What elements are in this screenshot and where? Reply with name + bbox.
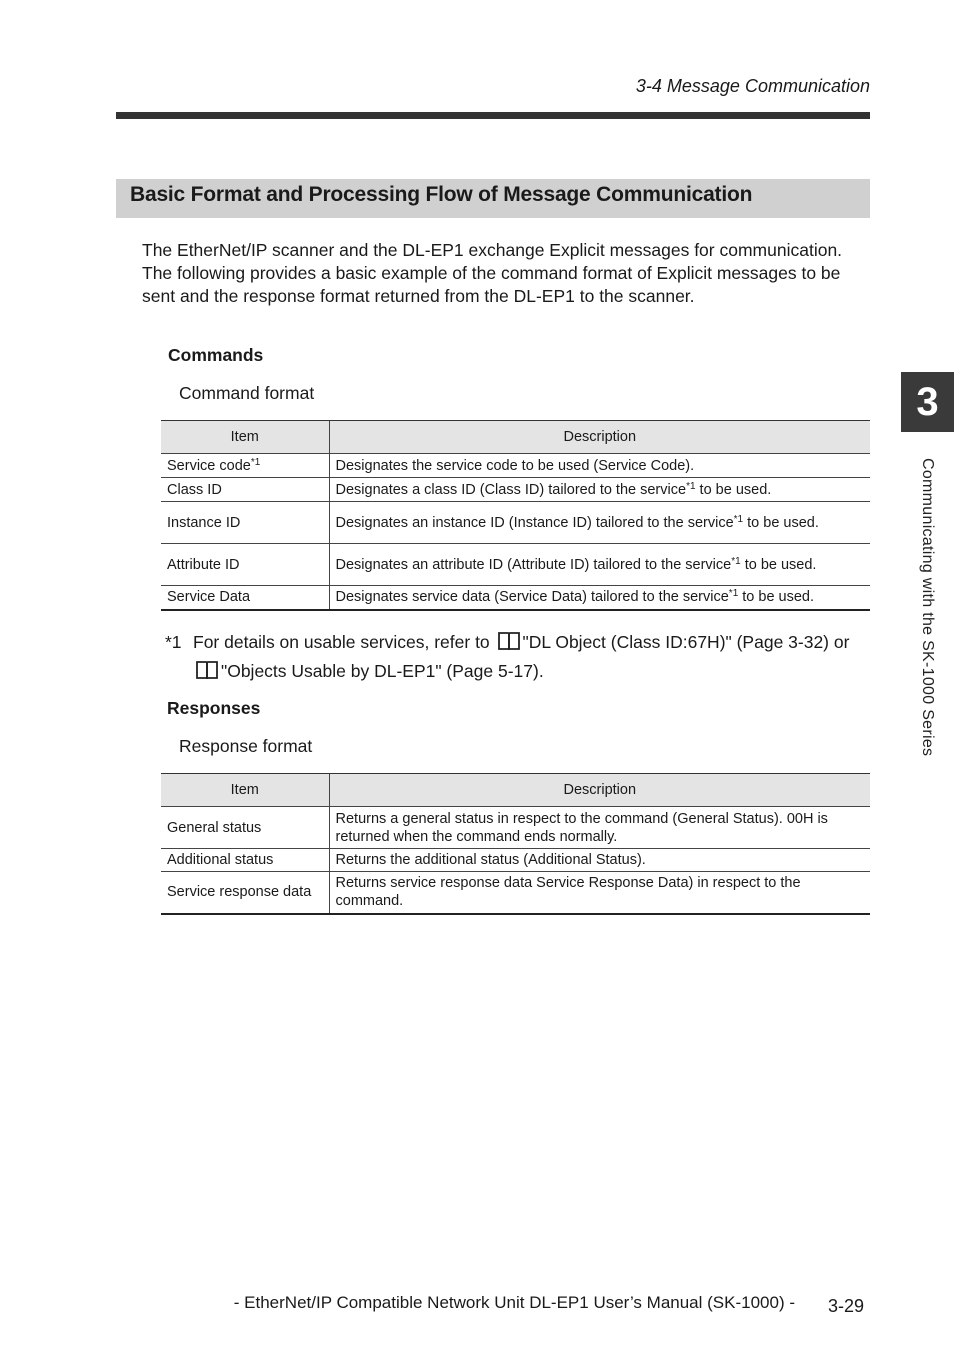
footnote-ref: *1 — [728, 588, 739, 600]
table-row — [161, 849, 870, 872]
table-row — [161, 586, 870, 610]
footnote-ref: *1 — [733, 513, 744, 525]
column-header-item: Item — [161, 421, 329, 454]
description-cell: Designates the service code to be used (Service Code). — [329, 454, 870, 478]
item-cell: Class ID — [161, 478, 329, 502]
footnote-mark: *1 — [165, 632, 182, 652]
reference-link-dl-object[interactable]: "DL Object (Class ID:67H)" (Page 3-32) or — [522, 632, 850, 652]
table-header-row — [161, 421, 870, 454]
item-cell: Service Data — [161, 586, 329, 610]
description-cell: Returns service response data Service Response Data) in respect to the command. — [329, 872, 870, 914]
description-cell: Returns a general status in respect to the command (General Status). 00H is returned when the command ends normally. — [329, 807, 870, 849]
footnote-ref: *1 — [250, 456, 261, 468]
description-cell: Returns the additional status (Additional Status). — [329, 849, 870, 872]
book-icon — [195, 659, 219, 681]
footer-manual-title: - EtherNet/IP Compatible Network Unit DL-EP1 User’s Manual (SK-1000) - — [233, 1293, 795, 1312]
item-cell: Service response data — [161, 872, 329, 914]
table-row — [161, 872, 870, 914]
item-cell: Instance ID — [161, 502, 329, 544]
column-header-description: Description — [329, 774, 870, 807]
header-rule — [116, 112, 870, 119]
reference-link-objects-usable[interactable]: "Objects Usable by DL-EP1" (Page 5-17). — [221, 661, 544, 681]
table-row — [161, 478, 870, 502]
chapter-side-title: Communicating with the SK-1000 Series — [919, 458, 936, 757]
table-header-row — [161, 774, 870, 807]
intro-paragraph: The EtherNet/IP scanner and the DL-EP1 exchange Explicit messages for communication. The following provides a basic example of the command format of Explicit messages to be sent and the response format returned from the DL-EP1 to the scanner. — [142, 240, 843, 306]
table-row — [161, 807, 870, 849]
commands-heading: Commands — [168, 345, 264, 365]
item-cell: Service code$^{*1}$ — [161, 454, 329, 478]
description-cell: Designates service data (Service Data) tailored to the service$^{*1}$ to be used. — [329, 586, 870, 610]
item-cell: Attribute ID — [161, 544, 329, 586]
description-cell: Designates an attribute ID (Attribute ID) tailored to the service$^{*1}$ to be used. — [329, 544, 870, 586]
description-cell: Designates a class ID (Class ID) tailored to the service$^{*1}$ to be used. — [329, 478, 870, 502]
response-format-table — [161, 773, 870, 915]
command-format-subheading: Command format — [179, 383, 315, 403]
running-head: 3-4 Message Communication — [635, 76, 870, 96]
item-cell: Additional status — [161, 849, 329, 872]
footnote-ref: *1 — [686, 480, 696, 492]
chapter-tab: 3 — [901, 372, 954, 432]
footnote-text: For details on usable services, refer to "DL Object (Class ID:67H)" (Page 3-32) or "Objects Usable by DL-EP1" (Page 5-17). — [193, 632, 850, 681]
section-title-bar — [116, 179, 870, 218]
footnote — [165, 628, 870, 686]
response-format-subheading: Response format — [179, 736, 313, 756]
footnote-ref: *1 — [731, 555, 741, 567]
column-header-description: Description — [329, 421, 870, 454]
table-row — [161, 544, 870, 586]
responses-heading: Responses — [167, 698, 261, 718]
table-row — [161, 454, 870, 478]
table-row — [161, 502, 870, 544]
item-cell: General status — [161, 807, 329, 849]
command-format-table — [161, 420, 870, 611]
column-header-item: Item — [161, 774, 329, 807]
book-icon — [497, 630, 521, 652]
section-title: Basic Format and Processing Flow of Message Communication — [130, 183, 753, 206]
page-number: 3-29 — [828, 1296, 865, 1316]
description-cell: Designates an instance ID (Instance ID) tailored to the service$^{*1}$ to be used. — [329, 502, 870, 544]
